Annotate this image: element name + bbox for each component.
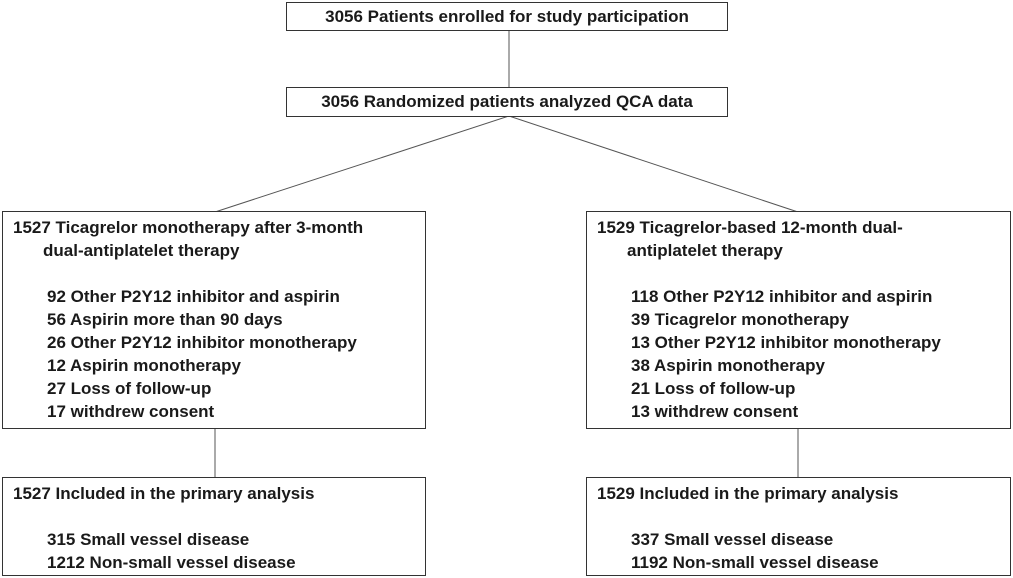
connector-randomized-to-left-arm — [215, 116, 509, 212]
left-analysis-item: 315 Small vessel disease — [47, 530, 250, 549]
left-arm-item: 27 Loss of follow-up — [47, 379, 212, 398]
right-arm-box — [586, 211, 1011, 429]
left-analysis-title: 1527 Included in the primary analysis — [13, 484, 315, 503]
left-arm-item: 92 Other P2Y12 inhibitor and aspirin — [47, 287, 340, 306]
right-analysis-item: 1192 Non-small vessel disease — [631, 553, 879, 572]
right-arm-item: 13 Other P2Y12 inhibitor monotherapy — [631, 333, 941, 352]
right-arm-title-line2: antiplatelet therapy — [627, 241, 783, 260]
left-arm-title-line1: 1527 Ticagrelor monotherapy after 3-month — [13, 218, 364, 237]
connector-randomized-to-right-arm — [509, 116, 798, 212]
right-analysis-box — [586, 477, 1011, 576]
enrolled-text: 3056 Patients enrolled for study participation — [325, 6, 689, 26]
right-arm-title-line1: 1529 Ticagrelor-based 12-month dual- — [597, 218, 903, 237]
right-analysis-title: 1529 Included in the primary analysis — [597, 484, 899, 503]
left-arm-title-line2: dual-antiplatelet therapy — [43, 241, 240, 260]
left-arm-item: 17 withdrew consent — [47, 402, 215, 421]
left-arm-item: 56 Aspirin more than 90 days — [47, 310, 283, 329]
left-arm-item: 26 Other P2Y12 inhibitor monotherapy — [47, 333, 357, 352]
left-arm-item: 12 Aspirin monotherapy — [47, 356, 241, 375]
randomized-box — [286, 87, 728, 117]
right-arm-item: 39 Ticagrelor monotherapy — [631, 310, 849, 329]
randomized-text: 3056 Randomized patients analyzed QCA data — [321, 92, 693, 111]
left-analysis-box — [2, 477, 426, 576]
right-arm-item: 38 Aspirin monotherapy — [631, 356, 825, 375]
enrolled-box — [286, 2, 728, 31]
left-arm-box — [2, 211, 426, 429]
left-analysis-item: 1212 Non-small vessel disease — [47, 553, 296, 572]
right-arm-item: 21 Loss of follow-up — [631, 379, 796, 398]
right-arm-item: 13 withdrew consent — [631, 402, 799, 421]
right-analysis-item: 337 Small vessel disease — [631, 530, 834, 549]
right-arm-item: 118 Other P2Y12 inhibitor and aspirin — [631, 287, 933, 306]
